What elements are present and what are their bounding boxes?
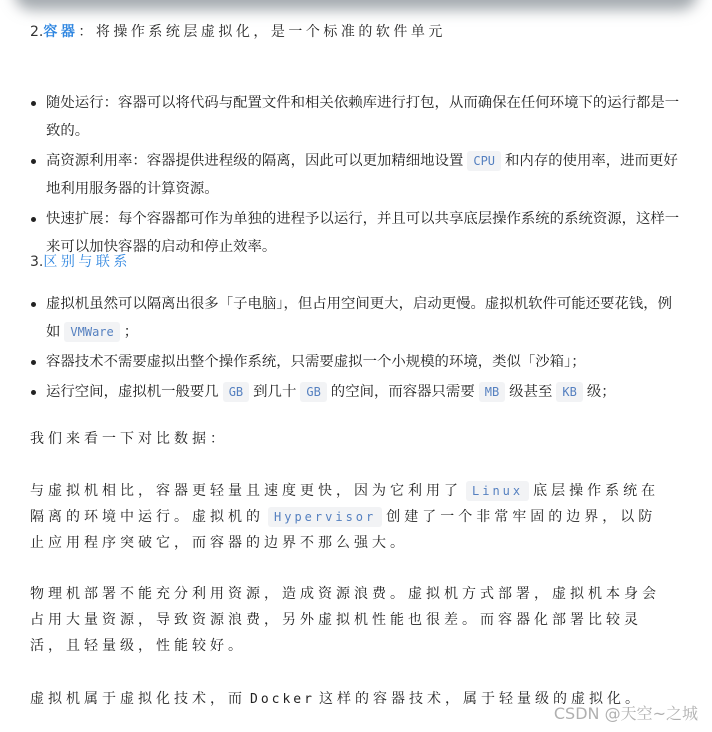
list-item [30,89,680,145]
section-3-heading [30,252,131,272]
list-item [30,348,680,376]
list-item-text: 的空间，而容器只需要 [330,384,475,400]
list-item [30,147,680,203]
inline-code: MB [479,382,505,402]
inline-code: CPU [467,151,501,171]
list-item-text: 级； [586,384,616,400]
list-item-text: 高资源利用率：容器提供进程级的隔离，因此可以更加精细地设置 [46,153,464,169]
heading-desc: ：将操作系统层虚拟化，是一个标准的软件单元 [78,24,446,40]
paragraph-1 [30,478,660,556]
paragraph-text: 虚拟机属于虚拟化技术，而 [30,691,246,707]
heading-number: 3. [30,254,44,270]
inline-code: GB [300,382,326,402]
list-item-text: 容器技术不需要虚拟出整个操作系统，只需要虚拟一个小规模的环境，类似「沙箱」； [46,354,586,370]
section-2-list [30,89,680,263]
paragraph-2: 物理机部署不能充分利用资源，造成资源浪费。虚拟机方式部署，虚拟机本身会占用大量资源，导致资源浪费，另外虚拟机性能也很差。而容器化部署比较灵活，且轻量级，性能较好。 [30,586,660,654]
inline-code: VMWare [64,322,119,342]
watermark: CSDN @天空~之城 [553,704,698,723]
section-2-heading [30,22,446,42]
list-item-text: 随处运行：容器可以将代码与配置文件和相关依赖库进行打包，从而确保在任何环境下的运行都是一致的。 [46,95,680,139]
inline-code: KB [556,382,582,402]
inline-code: Linux [466,481,529,501]
compare-intro: 我们来看一下对比数据： [30,431,228,447]
list-item-text: 快速扩展：每个容器都可作为单独的进程予以运行，并且可以共享底层操作系统的系统资源，这样一来可以加快容器的启动和停止效率。 [46,211,680,255]
heading-title: 容器 [43,24,79,40]
list-item [30,378,680,406]
paragraph-text: 与虚拟机相比，容器更轻量且速度更快，因为它利用了 [30,483,462,499]
list-item-text: 运行空间，虚拟机一般要几 [46,384,219,400]
paragraph-text: 这样的容器技术，属于轻量级的虚拟化。 [318,691,643,707]
paragraph-text: 底层操作系统在隔离的环境中运行。虚拟机的 [30,483,660,525]
list-item-text: 级甚至 [509,384,553,400]
heading-title: 区别与联系 [43,254,131,270]
paragraph-text: 创建了一个非常牢固的边界，以防止应用程序突破它，而容器的边界不那么强大。 [30,509,657,551]
section-3-list [30,290,680,408]
heading-number: 2. [30,24,44,40]
docker-term: Docker [250,692,315,707]
inline-code: GB [223,382,249,402]
list-item-text: 到几十 [253,384,297,400]
inline-code: Hypervisor [268,507,382,527]
list-item-text: 和内存的使用率，进而更好地利用服务器的计算资源。 [46,153,678,197]
list-item-text: 虚拟机虽然可以隔离出很多「子电脑」，但占用空间更大，启动更慢。虚拟机软件可能还要花钱，例如 [46,296,672,340]
list-item-text: ； [123,324,139,340]
list-item [30,290,680,346]
